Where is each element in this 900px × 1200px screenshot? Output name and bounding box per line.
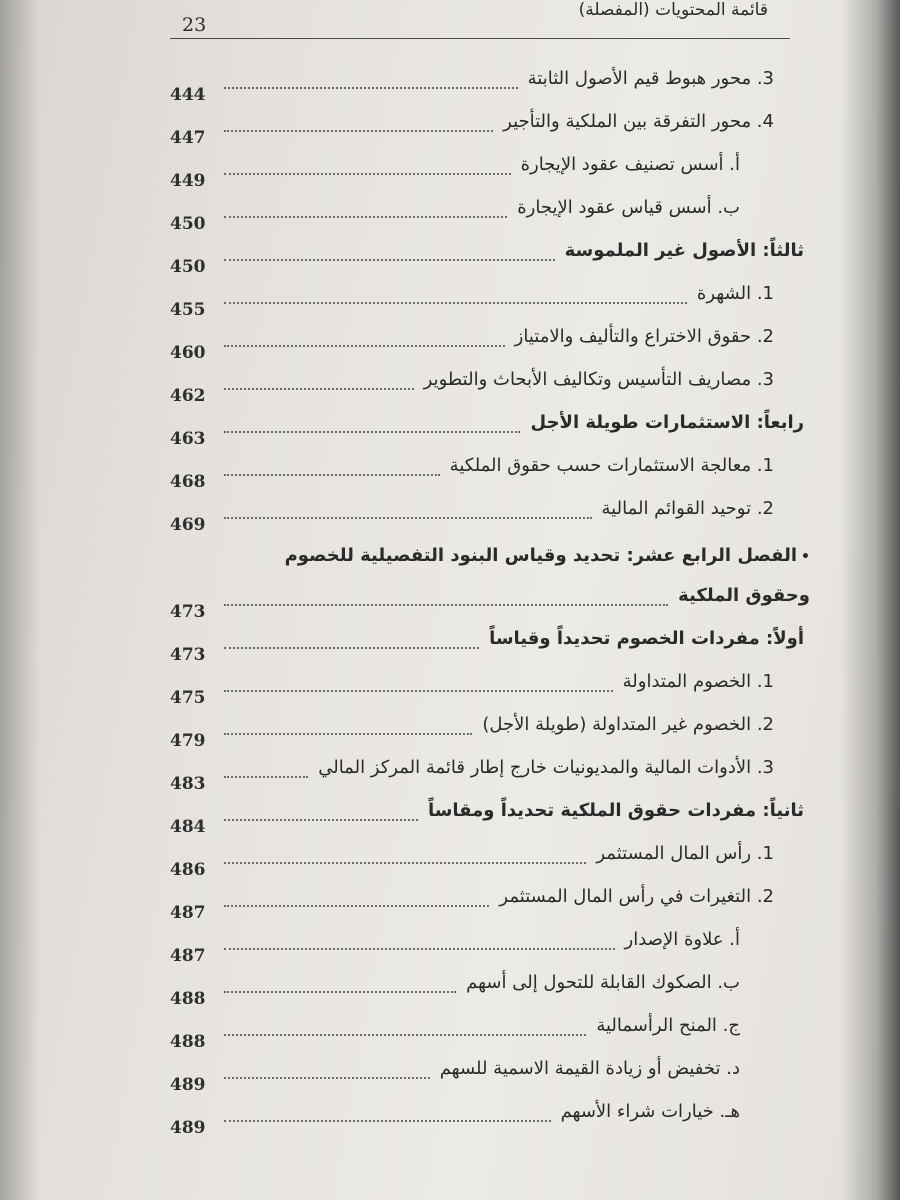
toc-entry-title: ثالثاً: الأصول غير الملموسة [564, 240, 804, 261]
dot-leader [224, 216, 507, 218]
chapter-heading [170, 537, 810, 581]
toc-entry-title: 1. معالجة الاستثمارات حسب حقوق الملكية [449, 455, 774, 476]
toc-entry [170, 150, 810, 193]
toc-entry-title: وحقوق الملكية [678, 585, 810, 606]
dot-leader [224, 862, 586, 864]
toc-entry [170, 753, 810, 796]
toc-entry-page: 468 [170, 472, 206, 492]
dot-leader [224, 1120, 551, 1122]
toc-entry [170, 365, 810, 408]
dot-leader [224, 517, 592, 519]
toc-entry-page: 460 [170, 343, 206, 363]
toc-entry-page: 447 [170, 128, 206, 148]
toc-entry-page: 462 [170, 386, 206, 406]
toc-entry-title: أولاً: مفردات الخصوم تحديداً وقياساً [489, 628, 804, 649]
toc-entry-page: 479 [170, 731, 206, 751]
toc-entry-title: ب. أسس قياس عقود الإيجارة [517, 197, 740, 218]
toc-entry-page: 486 [170, 860, 206, 880]
toc-entry-title: 1. رأس المال المستثمر [596, 843, 774, 864]
toc-entry-title: 1. الخصوم المتداولة [622, 671, 774, 692]
page-shadow-left [0, 0, 40, 1200]
toc-entry [170, 279, 810, 322]
toc-entry [170, 322, 810, 365]
dot-leader [224, 1077, 430, 1079]
toc-entry-title: رابعاً: الاستثمارات طويلة الأجل [530, 412, 804, 433]
toc-entry-title: 2. التغيرات في رأس المال المستثمر [499, 886, 774, 907]
toc-entry [170, 1097, 810, 1140]
toc-entry [170, 193, 810, 236]
toc-entry-title: هـ. خيارات شراء الأسهم [560, 1101, 740, 1122]
toc-entry [170, 451, 810, 494]
dot-leader [224, 690, 613, 692]
dot-leader [224, 431, 520, 433]
toc-entry [170, 64, 810, 107]
bullet-icon: • [801, 549, 810, 565]
toc-entry-page: 455 [170, 300, 206, 320]
dot-leader [224, 130, 493, 132]
toc-entry-page: 487 [170, 903, 206, 923]
toc-entry-title: 3. محور هبوط قيم الأصول الثابتة [527, 68, 774, 89]
chapter-heading-line2 [170, 581, 810, 624]
toc-entry-title: 3. مصاريف التأسيس وتكاليف الأبحاث والتطوير [423, 369, 774, 390]
toc-entry-title: ج. المنح الرأسمالية [596, 1015, 740, 1036]
dot-leader [224, 87, 518, 89]
dot-leader [224, 819, 418, 821]
toc-entry [170, 408, 810, 451]
page-shadow-right [840, 0, 900, 1200]
toc-entry [170, 710, 810, 753]
toc-entry-title: ب. الصكوك القابلة للتحول إلى أسهم [466, 972, 740, 993]
toc-entry [170, 624, 810, 667]
toc-entry [170, 968, 810, 1011]
toc-entry-page: 450 [170, 214, 206, 234]
toc-entry-page: 484 [170, 817, 206, 837]
toc-entry-title: 2. الخصوم غير المتداولة (طويلة الأجل) [482, 714, 774, 735]
toc-entry [170, 839, 810, 882]
toc-entry-title: أ. علاوة الإصدار [624, 929, 740, 950]
toc-entry [170, 796, 810, 839]
toc-entry-page: 469 [170, 515, 206, 535]
toc-entry-page: 488 [170, 989, 206, 1009]
toc-entry [170, 107, 810, 150]
toc-entry-page: 450 [170, 257, 206, 277]
toc-entry [170, 1054, 810, 1097]
dot-leader [224, 948, 615, 950]
toc-entry-title: 2. توحيد القوائم المالية [601, 498, 774, 519]
chapter-title-text: الفصل الرابع عشر: تحديد وقياس البنود التفصيلية للخصوم [284, 545, 798, 566]
dot-leader [224, 905, 489, 907]
dot-leader [224, 776, 308, 778]
table-of-contents [170, 64, 810, 1140]
dot-leader [224, 1034, 586, 1036]
dot-leader [224, 302, 687, 304]
toc-entry-title: 4. محور التفرقة بين الملكية والتأجير [503, 111, 774, 132]
dot-leader [224, 604, 668, 606]
toc-entry [170, 667, 810, 710]
header-rule [170, 38, 790, 39]
toc-entry-title: 1. الشهرة [696, 283, 774, 304]
toc-entry [170, 236, 810, 279]
dot-leader [224, 259, 555, 261]
toc-entry-title: 3. الأدوات المالية والمديونيات خارج إطار قائمة المركز المالي [318, 757, 774, 778]
toc-entry-title: أ. أسس تصنيف عقود الإيجارة [520, 154, 740, 175]
dot-leader [224, 991, 456, 993]
page-header [170, 0, 790, 40]
toc-entry-page: 489 [170, 1075, 206, 1095]
toc-entry-page: 483 [170, 774, 206, 794]
dot-leader [224, 345, 505, 347]
toc-entry-title: 2. حقوق الاختراع والتأليف والامتياز [514, 326, 774, 347]
toc-entry-page: 444 [170, 85, 206, 105]
toc-entry-page: 489 [170, 1118, 206, 1138]
toc-entry [170, 494, 810, 537]
toc-entry-page: 449 [170, 171, 206, 191]
toc-entry-title: د. تخفيض أو زيادة القيمة الاسمية للسهم [439, 1058, 740, 1079]
dot-leader [224, 733, 472, 735]
toc-entry [170, 925, 810, 968]
dot-leader [224, 388, 414, 390]
toc-entry-page: 473 [170, 602, 206, 622]
toc-entry-page: 463 [170, 429, 206, 449]
toc-entry-page: 487 [170, 946, 206, 966]
chapter-title-line1 [285, 545, 810, 566]
toc-entry [170, 1011, 810, 1054]
running-title: قائمة المحتويات (المفصلة) [578, 0, 768, 20]
dot-leader [224, 474, 440, 476]
toc-entry-page: 475 [170, 688, 206, 708]
toc-entry-title: ثانياً: مفردات حقوق الملكية تحديداً ومقاساً [427, 800, 804, 821]
dot-leader [224, 173, 511, 175]
toc-entry-page: 473 [170, 645, 206, 665]
toc-entry-page: 488 [170, 1032, 206, 1052]
page-number: 23 [182, 14, 207, 36]
dot-leader [224, 647, 479, 649]
toc-entry [170, 882, 810, 925]
